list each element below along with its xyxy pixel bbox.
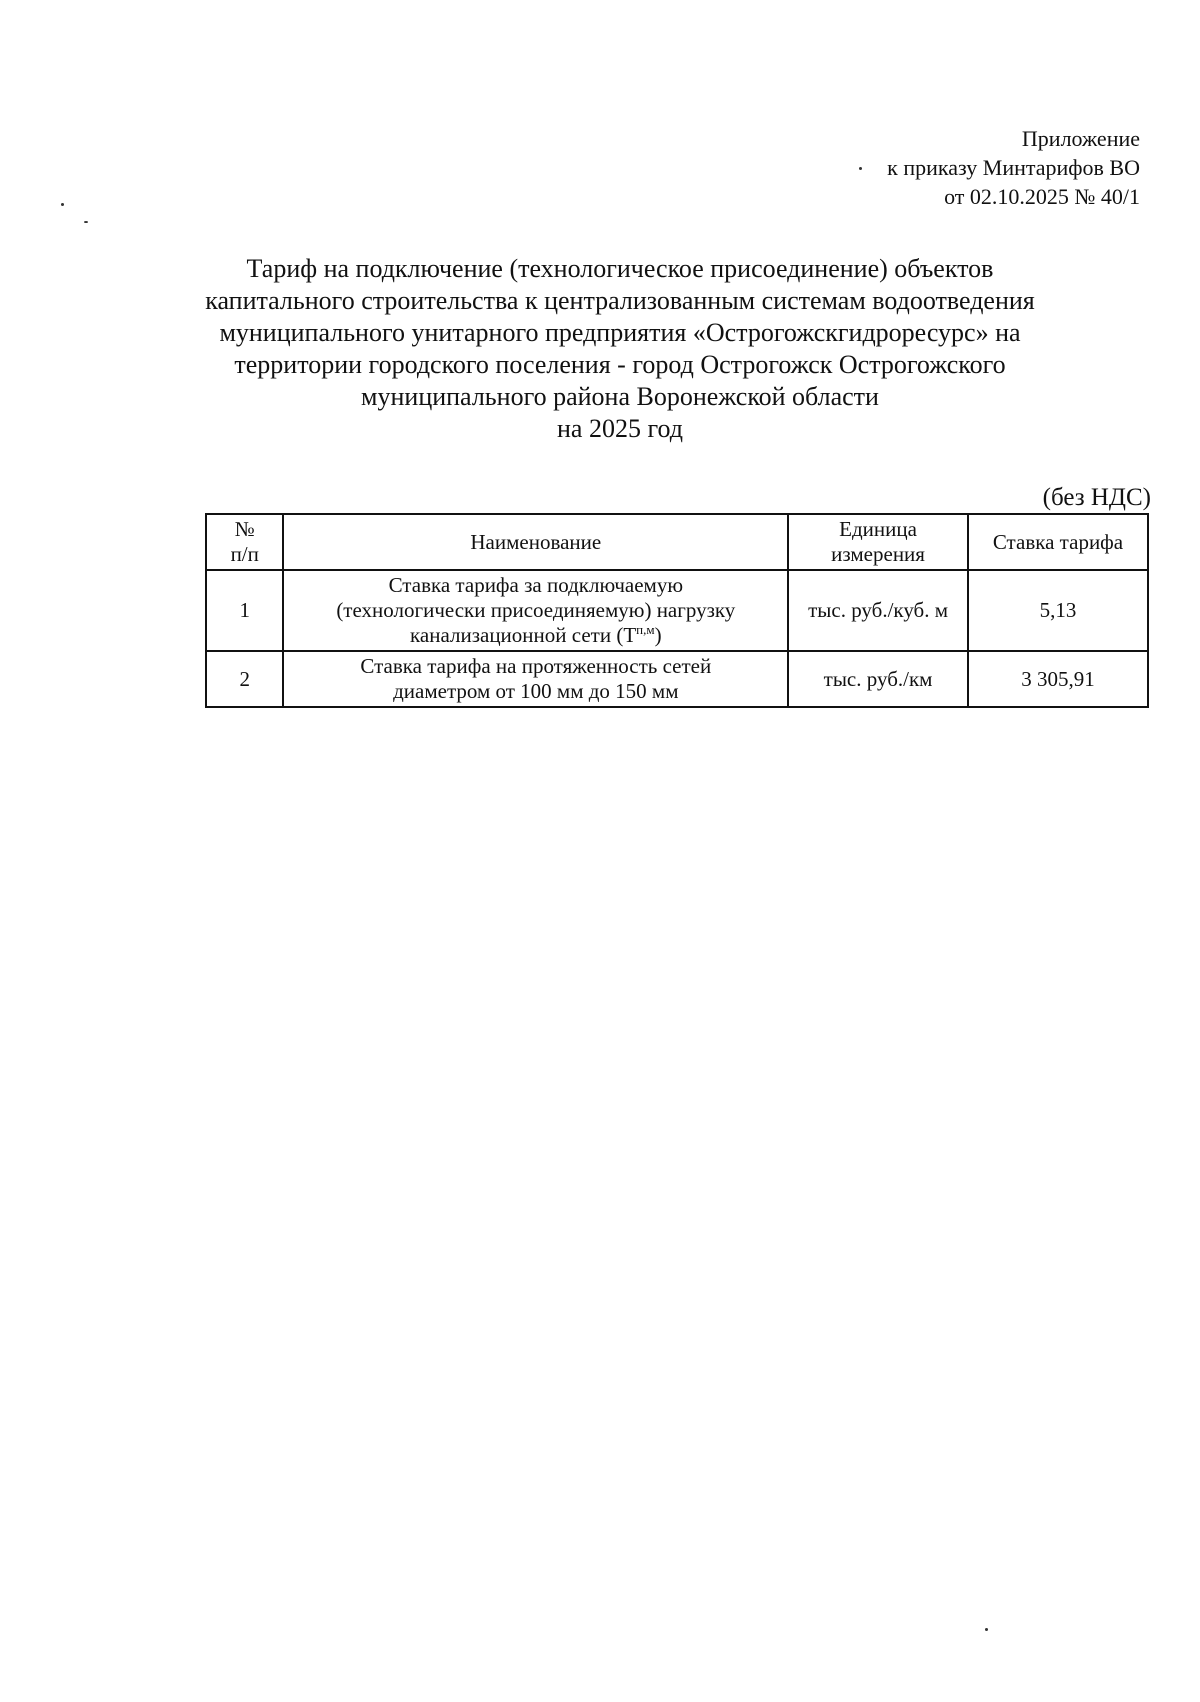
document-title	[140, 253, 1100, 445]
tariff-table	[205, 513, 1149, 708]
appendix-line-1: Приложение	[1021, 126, 1140, 151]
row-name-text: канализационной сети (Т	[410, 623, 637, 647]
row-rate: 3 305,91	[968, 651, 1148, 707]
header-number-line-2: п/п	[230, 542, 259, 566]
row-unit: тыс. руб./км	[788, 651, 968, 707]
table-row	[206, 570, 1148, 651]
title-line-6: на 2025 год	[557, 414, 683, 443]
title-line-3: муниципального унитарного предприятия «Острогожскгидроресурс» на	[219, 318, 1021, 347]
header-rate: Ставка тарифа	[968, 514, 1148, 570]
appendix-line-2: к приказу Минтарифов ВО	[887, 155, 1140, 180]
row-name-line-1: Ставка тарифа на протяженность сетей	[360, 654, 712, 678]
table-row	[206, 651, 1148, 707]
row-name-line-2: диаметром от 100 мм до 150 мм	[393, 679, 679, 703]
header-unit-line-2: измерения	[831, 542, 925, 566]
title-line-5: муниципального района Воронежской области	[361, 382, 879, 411]
row-name-line-1: Ставка тарифа за подключаемую	[388, 573, 684, 597]
row-name	[283, 570, 788, 651]
appendix-block	[887, 124, 1140, 211]
row-name-superscript: п,м	[636, 622, 655, 637]
header-number-line-1: №	[234, 517, 255, 541]
title-line-2: капитального строительства к централизованным системам водоотведения	[205, 286, 1035, 315]
row-number: 1	[206, 570, 283, 651]
scan-speck	[985, 1628, 988, 1631]
title-line-4: территории городского поселения - город Острогожск Острогожского	[234, 350, 1006, 379]
header-unit	[788, 514, 968, 570]
row-number: 2	[206, 651, 283, 707]
row-rate: 5,13	[968, 570, 1148, 651]
row-name-line-2: (технологически присоединяемую) нагрузку	[336, 598, 736, 622]
row-name	[283, 651, 788, 707]
scan-speck	[859, 167, 862, 170]
row-unit: тыс. руб./куб. м	[788, 570, 968, 651]
scan-speck	[61, 203, 64, 206]
scan-speck	[84, 221, 88, 223]
header-number	[206, 514, 283, 570]
header-name: Наименование	[283, 514, 788, 570]
header-unit-line-1: Единица	[839, 517, 917, 541]
vat-note: (без НДС)	[1042, 484, 1151, 511]
row-name-end: )	[654, 623, 662, 647]
row-name-line-3	[290, 623, 781, 648]
title-line-1: Тариф на подключение (технологическое присоединение) объектов	[246, 254, 994, 283]
table-header-row	[206, 514, 1148, 570]
appendix-line-3: от 02.10.2025 № 40/1	[944, 184, 1140, 209]
